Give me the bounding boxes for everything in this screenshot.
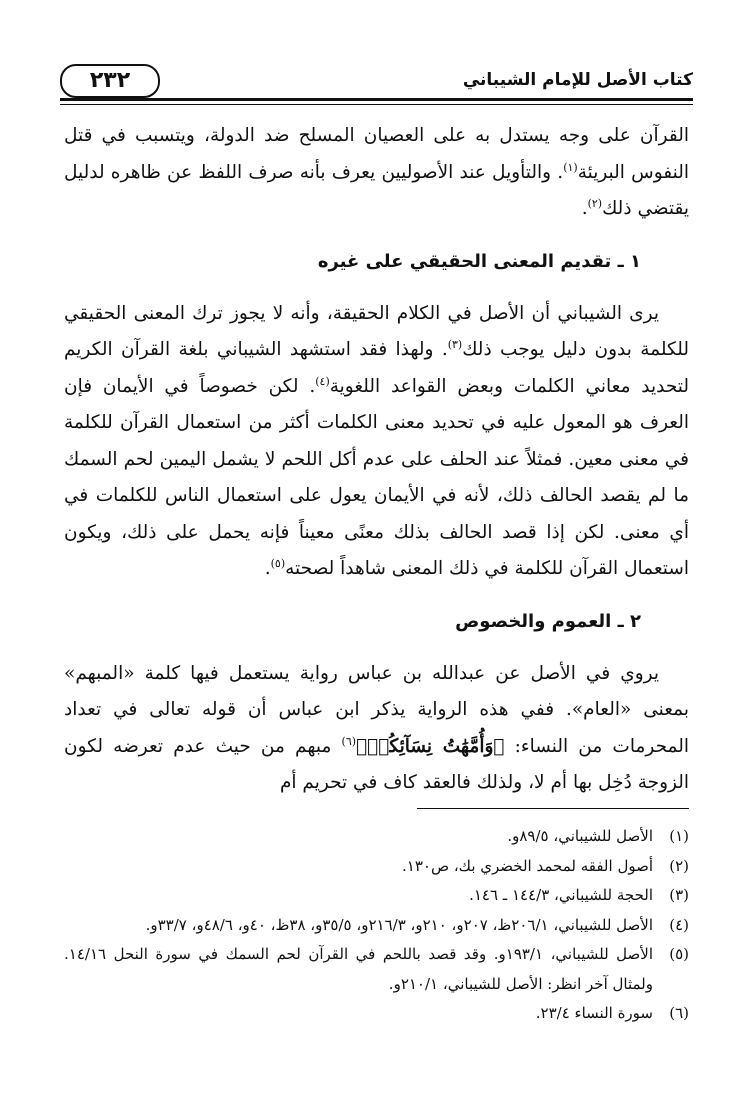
footnote-text: الأصل للشيباني، ١٩٣/١و. وقد قصد باللحم في القرآن لحم السمك في سورة النحل ١٤/١٦. ولمثال آخر انظر: الأصل للشيباني، ٢١٠/١و. xyxy=(64,945,653,993)
footnote xyxy=(64,822,689,852)
footnotes xyxy=(64,822,689,1029)
footnote-text: سورة النساء ٢٣/٤. xyxy=(535,1004,653,1022)
footnote-number: (٣) xyxy=(669,886,689,904)
footnote-number: (١) xyxy=(669,827,689,845)
section-heading: ٢ ـ العموم والخصوص xyxy=(455,610,641,632)
footnote-text: أصول الفقه لمحمد الخضري بك، ص١٣٠. xyxy=(401,856,653,875)
text-run: . لكن خصوصاً في الأيمان فإن العرف هو المعول عليه في تحديد معنى الكلمات أكثر من استعمال القرآن للكلمة في معنى معين. فمثلاً عند الحلف على عدم أكل اللحم لا يشمل اليمين لحم السمك ما لم يقصد الحالف ذلك، لأنه في الأيمان يعول على استعمال الناس للكلمات في أي معنى. لكن إذا قصد الحالف بذلك معنًى معيناً فإنه يحمل على ذلك، ويكون استعمال القرآن للكلمة في ذلك المعنى شاهداً لصحته xyxy=(64,375,689,579)
header-rule-thick xyxy=(60,98,693,101)
page-number: ٢٣٢ xyxy=(60,64,160,98)
footnote-number: (٢) xyxy=(669,856,689,875)
section-heading: ١ ـ تقديم المعنى الحقيقي على غيره xyxy=(317,250,641,272)
paragraph xyxy=(64,296,689,588)
footnote-text: الأصل للشيباني، ٨٩/٥و. xyxy=(507,827,653,845)
footnote-number: (٦) xyxy=(669,1004,689,1022)
footnote xyxy=(64,852,689,882)
text-run: . xyxy=(264,558,271,579)
footnote-separator xyxy=(417,808,689,809)
text-run: . والتأويل عند الأصوليين يعرف بأنه صرف اللفظ عن ظاهره لدليل يقتضي ذلك xyxy=(64,161,689,219)
footnote-text: الأصل للشيباني، ٢٠٦/١ظ، ٢٠٧و، ٢١٠و، ٢١٦/٣و، ٣٥/٥و، ٣٨ظ، ٤٠و، ٤٨/٦و، ٣٣/٧و. xyxy=(145,915,653,934)
footnote xyxy=(64,940,689,999)
text-run: القرآن على وجه يستدل به على العصيان المسلح ضد الدولة، ويتسبب في قتل النفوس البريئة xyxy=(64,125,689,183)
footnote-text: الحجة للشيباني، ١٤٤/٣ ـ ١٤٦. xyxy=(469,886,653,904)
book-title: كتاب الأصل للإمام الشيباني xyxy=(462,70,693,90)
running-header xyxy=(60,60,693,112)
text-run: يروي في الأصل عن عبدالله بن عباس رواية يستعمل فيها كلمة «المبهم» بمعنى «العام». ففي هذه الرواية يذكر ابن عباس أن قوله تعالى في تعداد المحرمات من النساء: xyxy=(64,662,689,757)
footnote xyxy=(64,881,689,911)
text-run: مبهم من حيث عدم تعرضه لكون الزوجة دُخِل بها أم لا، ولذلك فالعقد كاف في تحريم أم xyxy=(64,735,689,793)
footnote-number: (٤) xyxy=(669,915,689,934)
footnote-ref: (٤) xyxy=(315,374,330,388)
footnote-number: (٥) xyxy=(669,945,689,963)
footnote-ref: (١) xyxy=(563,160,578,174)
footnote-ref: (٣) xyxy=(447,337,463,351)
main-text xyxy=(64,118,689,802)
paragraph xyxy=(64,656,689,802)
text-run: يرى الشيباني أن الأصل في الكلام الحقيقة، وأنه لا يجوز ترك المعنى الحقيقي للكلمة بدون دليل يوجب ذلك xyxy=(64,302,689,360)
text-run: . ولهذا فقد استشهد الشيباني بلغة القرآن الكريم لتحديد معاني الكلمات وبعض القواعد اللغوية xyxy=(64,339,689,397)
footnote-ref: (٢) xyxy=(587,196,603,210)
footnote-ref: (٥) xyxy=(270,556,286,570)
header-rule-thin xyxy=(60,104,693,105)
footnote-ref: (٦) xyxy=(341,734,357,748)
paragraph xyxy=(64,118,689,228)
quran-verse: ﴿وَأُمَّهَٰتُ نِسَآئِكُمۡ﴾ xyxy=(356,735,505,757)
footnote xyxy=(64,911,689,941)
text-run: . xyxy=(581,198,588,219)
footnote xyxy=(64,999,689,1029)
